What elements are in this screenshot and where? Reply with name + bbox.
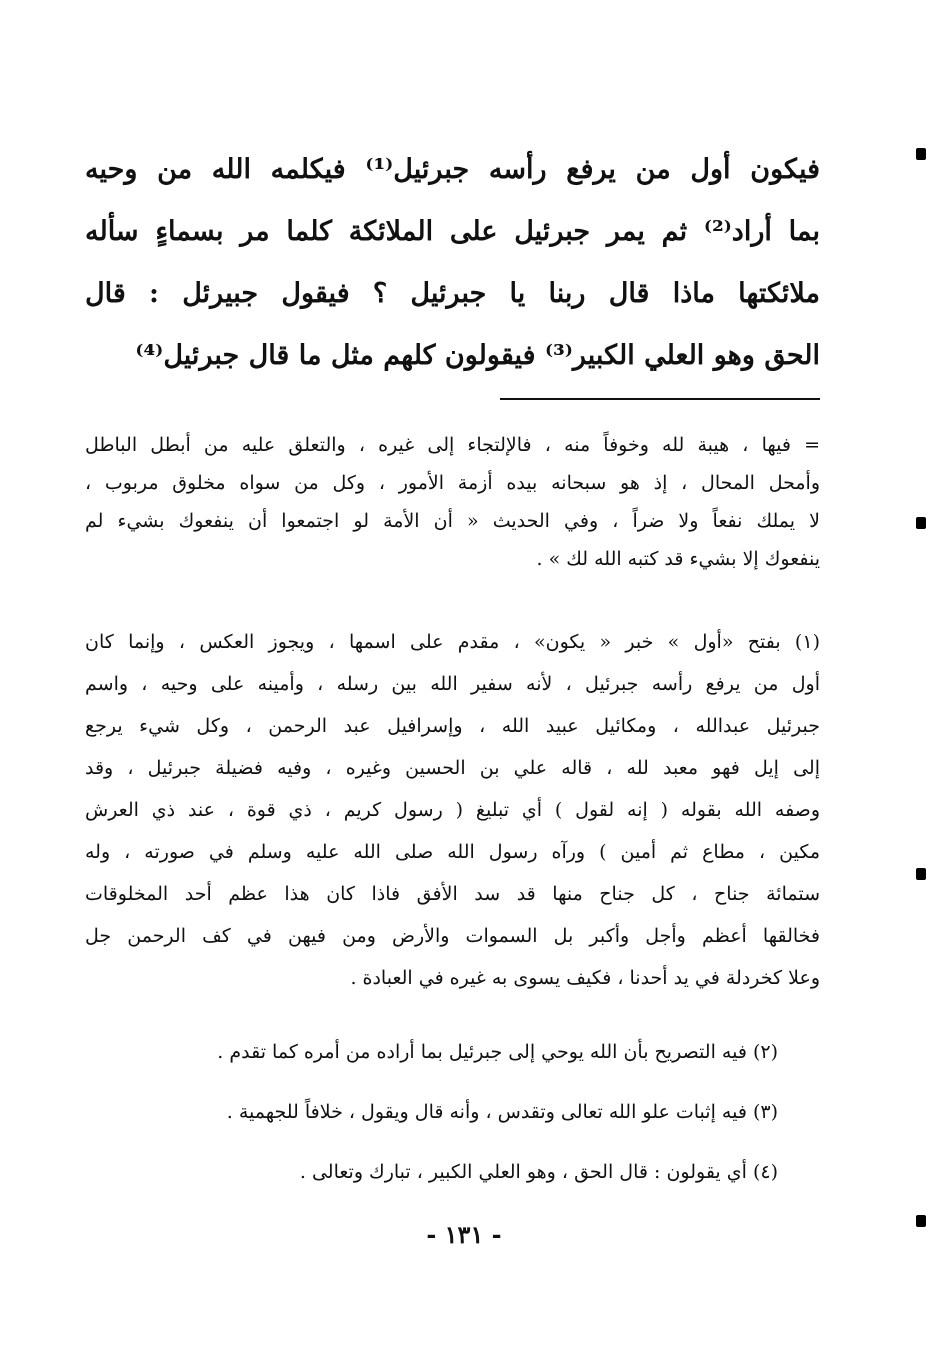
footnote-line: (١) بفتح «أول » خبر « يكون» ، مقدم على اسمها ، ويجوز العكس ، وإنما كان	[85, 631, 820, 653]
footnote-line: جبرئيل عبدالله ، ومكائيل عبيد الله ، وإسرافيل عبد الرحمن ، وكل شيء يرجع	[85, 715, 820, 737]
footnote-line: فخالقها أعظم وأجل وأكبر بل السموات والأرض ومن فيهن في كف الرحمن جل	[85, 925, 820, 947]
footnote-line: ستمائة جناح ، كل جناح منها قد سد الأفق فاذا كان هذا عظم أحد المخلوقات	[85, 883, 820, 905]
margin-tab-marker	[916, 148, 926, 160]
page-number: - ١٣١ -	[426, 1220, 502, 1249]
footnote-line: أول من يرفع رأسه جبرئيل ، لأنه سفير الله بين رسله ، وأمينه على وحيه ، واسم	[85, 673, 820, 695]
footnote-continuation	[85, 430, 820, 590]
footnote-line: وأمحل المحال ، إذ هو سبحانه بيده أزمة الأمور ، وكل من سواه مخلوق مربوب ،	[85, 472, 820, 494]
footnote-line: ينفعوك إلا بشيء قد كتبه الله لك » .	[536, 548, 820, 570]
main-text-line: ملائكتها ماذا قال ربنا يا جبرئيل ؟ فيقول جبيرئل : قال	[85, 278, 820, 309]
footnote-line: لا يملك نفعاً ولا ضراً ، وفي الحديث « أن الأمة لو اجتمعوا أن ينفعوك بشيء لم	[85, 510, 820, 532]
footnote-4: (٤) أي يقولون : قال الحق ، وهو العلي الكبير ، تبارك وتعالى .	[299, 1161, 778, 1183]
main-text-line: الحق وهو العلي الكبير⁽³⁾ فيقولون كلهم مثل ما قال جبرئيل⁽⁴⁾	[135, 340, 820, 371]
margin-tab-marker	[916, 517, 926, 529]
main-text-line: فيكون أول من يرفع رأسه جبرئيل⁽¹⁾ فيكلمه الله من وحيه	[85, 154, 820, 185]
footnote-2: (٢) فيه التصريح بأن الله يوحي إلى جبرئيل بما أراده من أمره كما تقدم .	[217, 1041, 778, 1063]
main-text	[85, 150, 820, 390]
margin-tab-marker	[916, 868, 926, 880]
footnote-separator	[500, 398, 820, 400]
footnote-line: مكين ، مطاع ثم أمين ) ورآه رسول الله صلى الله عليه وسلم في صورته ، وله	[85, 841, 820, 863]
footnote-line: = فيها ، هيبة لله وخوفاً منه ، فالإلتجاء إلى غيره ، والتعلق عليه من أبطل الباطل	[85, 434, 820, 456]
footnote-line: وعلا كخردلة في يد أحدنا ، فكيف يسوى به غيره في العبادة .	[350, 967, 820, 989]
footnote-1	[85, 627, 820, 997]
footnote-3: (٣) فيه إثبات علو الله تعالى وتقدس ، وأنه قال ويقول ، خلافاً للجهمية .	[226, 1101, 778, 1123]
footnote-line: وصفه الله بقوله ( إنه لقول ) أي تبليغ ( رسول كريم ، ذي قوة ، عند ذي العرش	[85, 799, 820, 821]
footnote-line: إلى إيل فهو معبد لله ، قاله علي بن الحسين وغيره ، وفيه فضيلة جبرئيل ، وقد	[85, 757, 820, 779]
main-text-line: بما أراد⁽²⁾ ثم يمر جبرئيل على الملائكة كلما مر بسماءٍ سأله	[85, 216, 820, 247]
